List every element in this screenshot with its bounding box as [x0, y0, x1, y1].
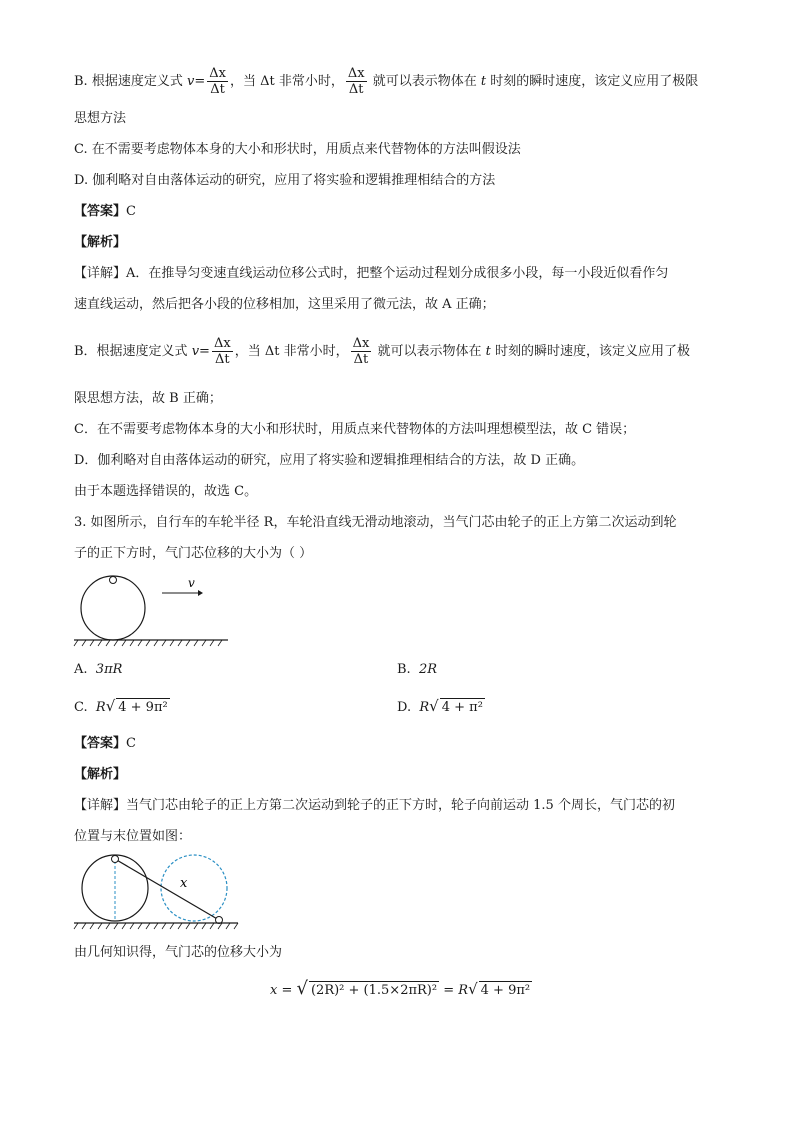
choice-a-label: A. — [74, 662, 88, 677]
option-b-text-4: 就可以表示物体在 — [368, 74, 481, 89]
option-c: C. 在不需要考虑物体本身的大小和形状时，用质点来代替物体的方法叫假设法 — [74, 142, 521, 157]
answer-value: C — [126, 204, 136, 219]
detail-2-line-2: 位置与末位置如图： — [74, 829, 192, 844]
sqrt-icon: √ — [429, 697, 439, 715]
sqrt-icon: √ — [296, 978, 308, 999]
sqrt-icon: √ — [468, 980, 478, 998]
fraction-dx-dt-4 — [351, 336, 372, 367]
choice-d-radicand: 4 + π² — [441, 700, 483, 715]
denominator: Δt — [348, 82, 364, 97]
detail-2-line-3: 由几何知识得，气门芯的位移大小为 — [74, 945, 283, 960]
denominator: Δt — [353, 352, 369, 367]
choice-c-label: C. — [74, 700, 88, 715]
displacement-formula — [270, 980, 532, 1000]
choice-a-value: 3πR — [95, 662, 123, 677]
detail-b-text-2: ，当 — [234, 344, 265, 359]
choice-d-r: R — [419, 700, 430, 715]
numerator: Δx — [209, 66, 226, 81]
ground-hatch — [74, 923, 238, 929]
option-b-cont: 思想方法 — [74, 111, 127, 126]
final-wheel — [161, 855, 227, 921]
question-3-line-2: 子的正下方时，气门芯位移的大小为（ ） — [74, 546, 313, 561]
choice-d — [397, 697, 485, 717]
formula-rhs-r: R — [458, 983, 469, 998]
answer-label: 【答案】 — [74, 204, 127, 219]
formula-equals: = — [443, 983, 455, 998]
detail-1-line-b — [74, 336, 690, 367]
velocity-label: v — [188, 576, 195, 590]
var-v: v — [186, 74, 195, 89]
denominator: Δt — [210, 82, 225, 97]
choice-c — [74, 697, 170, 717]
fraction-dx-dt-2 — [346, 66, 367, 97]
option-b-text: B. 根据速度定义式 — [74, 74, 187, 89]
fraction-dx-dt-3 — [212, 336, 233, 367]
fraction-dx-dt — [207, 66, 228, 97]
var-dt: Δt — [264, 344, 280, 359]
var-t: t — [485, 344, 491, 359]
wheel-figure — [72, 572, 232, 652]
choice-d-label: D. — [397, 700, 412, 715]
answer-label: 【答案】 — [74, 736, 127, 751]
option-b-text-2: ，当 — [229, 74, 261, 89]
var-dt: Δt — [260, 74, 275, 89]
formula-lhs: x = — [270, 983, 293, 998]
answer-1 — [74, 203, 136, 221]
formula-rhs-radicand: 4 + 9π² — [480, 983, 531, 998]
answer-2 — [74, 735, 136, 753]
displacement-line — [115, 859, 219, 920]
option-b-line — [74, 66, 698, 97]
detail-b-text: B．根据速度定义式 — [74, 344, 192, 359]
var-v: v — [191, 344, 200, 359]
displacement-label: x — [180, 876, 188, 891]
choice-b — [397, 661, 437, 679]
choice-b-label: B. — [397, 662, 411, 677]
equals: = — [194, 74, 206, 89]
detail-1-line-e: 由于本题选择错误的，故选 C。 — [74, 484, 258, 499]
detail-1-line-b2: 限思想方法，故 B 正确； — [74, 391, 222, 406]
option-b-text-3: 非常小时， — [274, 74, 344, 89]
choice-c-r: R — [95, 700, 106, 715]
detail-b-text-5: 时刻的瞬时速度，该定义应用了极 — [490, 344, 690, 359]
numerator: Δx — [347, 66, 365, 81]
valve-start-icon — [112, 856, 119, 863]
displacement-figure — [72, 852, 242, 934]
equals: = — [199, 344, 210, 359]
wheel-circle — [81, 576, 145, 640]
choice-c-radicand: 4 + 9π² — [118, 700, 168, 715]
sqrt-icon: √ — [105, 697, 116, 715]
choice-a — [74, 661, 122, 679]
detail-1-line-c: C．在不需要考虑物体本身的大小和形状时，用质点来代替物体的方法叫理想模型法，故 C 错误； — [74, 422, 636, 437]
option-b-text-5: 时刻的瞬时速度，该定义应用了极限 — [486, 74, 699, 89]
question-3-line-1: 3. 如图所示，自行车的车轮半径 R，车轮沿直线无滑动地滚动，当气门芯由轮子的正上方第二次运动到轮 — [74, 515, 677, 530]
answer-value: C — [126, 736, 136, 751]
arrow-head-icon — [198, 590, 203, 596]
var-t: t — [480, 74, 487, 89]
detail-2-line-1: 【详解】当气门芯由轮子的正上方第二次运动到轮子的正下方时，轮子向前运动 1.5 个周长，气门芯的初 — [74, 798, 675, 813]
ground-hatch — [74, 640, 222, 646]
formula-radicand: (2R)² + (1.5×2πR)² — [310, 983, 438, 998]
detail-b-text-3: 非常小时， — [279, 344, 349, 359]
numerator: Δx — [213, 336, 231, 351]
detail-1-line-d: D．伽利略对自由落体运动的研究，应用了将实验和逻辑推理相结合的方法，故 D 正确。 — [74, 453, 585, 468]
denominator: Δt — [215, 352, 230, 367]
detail-b-text-4: 就可以表示物体在 — [373, 344, 486, 359]
detail-1-line-1: 【详解】A．在推导匀变速直线运动位移公式时，把整个运动过程划分成很多小段，每一小段近似看作匀 — [74, 266, 669, 281]
detail-1-line-2: 速直线运动，然后把各小段的位移相加，这里采用了微元法，故 A 正确； — [74, 297, 495, 312]
numerator: Δx — [352, 336, 370, 351]
analysis-label-1: 【解析】 — [74, 235, 127, 250]
option-d: D. 伽利略对自由落体运动的研究，应用了将实验和逻辑推理相结合的方法 — [74, 173, 496, 188]
analysis-label-2: 【解析】 — [74, 767, 127, 782]
valve-icon — [110, 577, 117, 584]
choice-b-value: 2R — [418, 662, 438, 677]
